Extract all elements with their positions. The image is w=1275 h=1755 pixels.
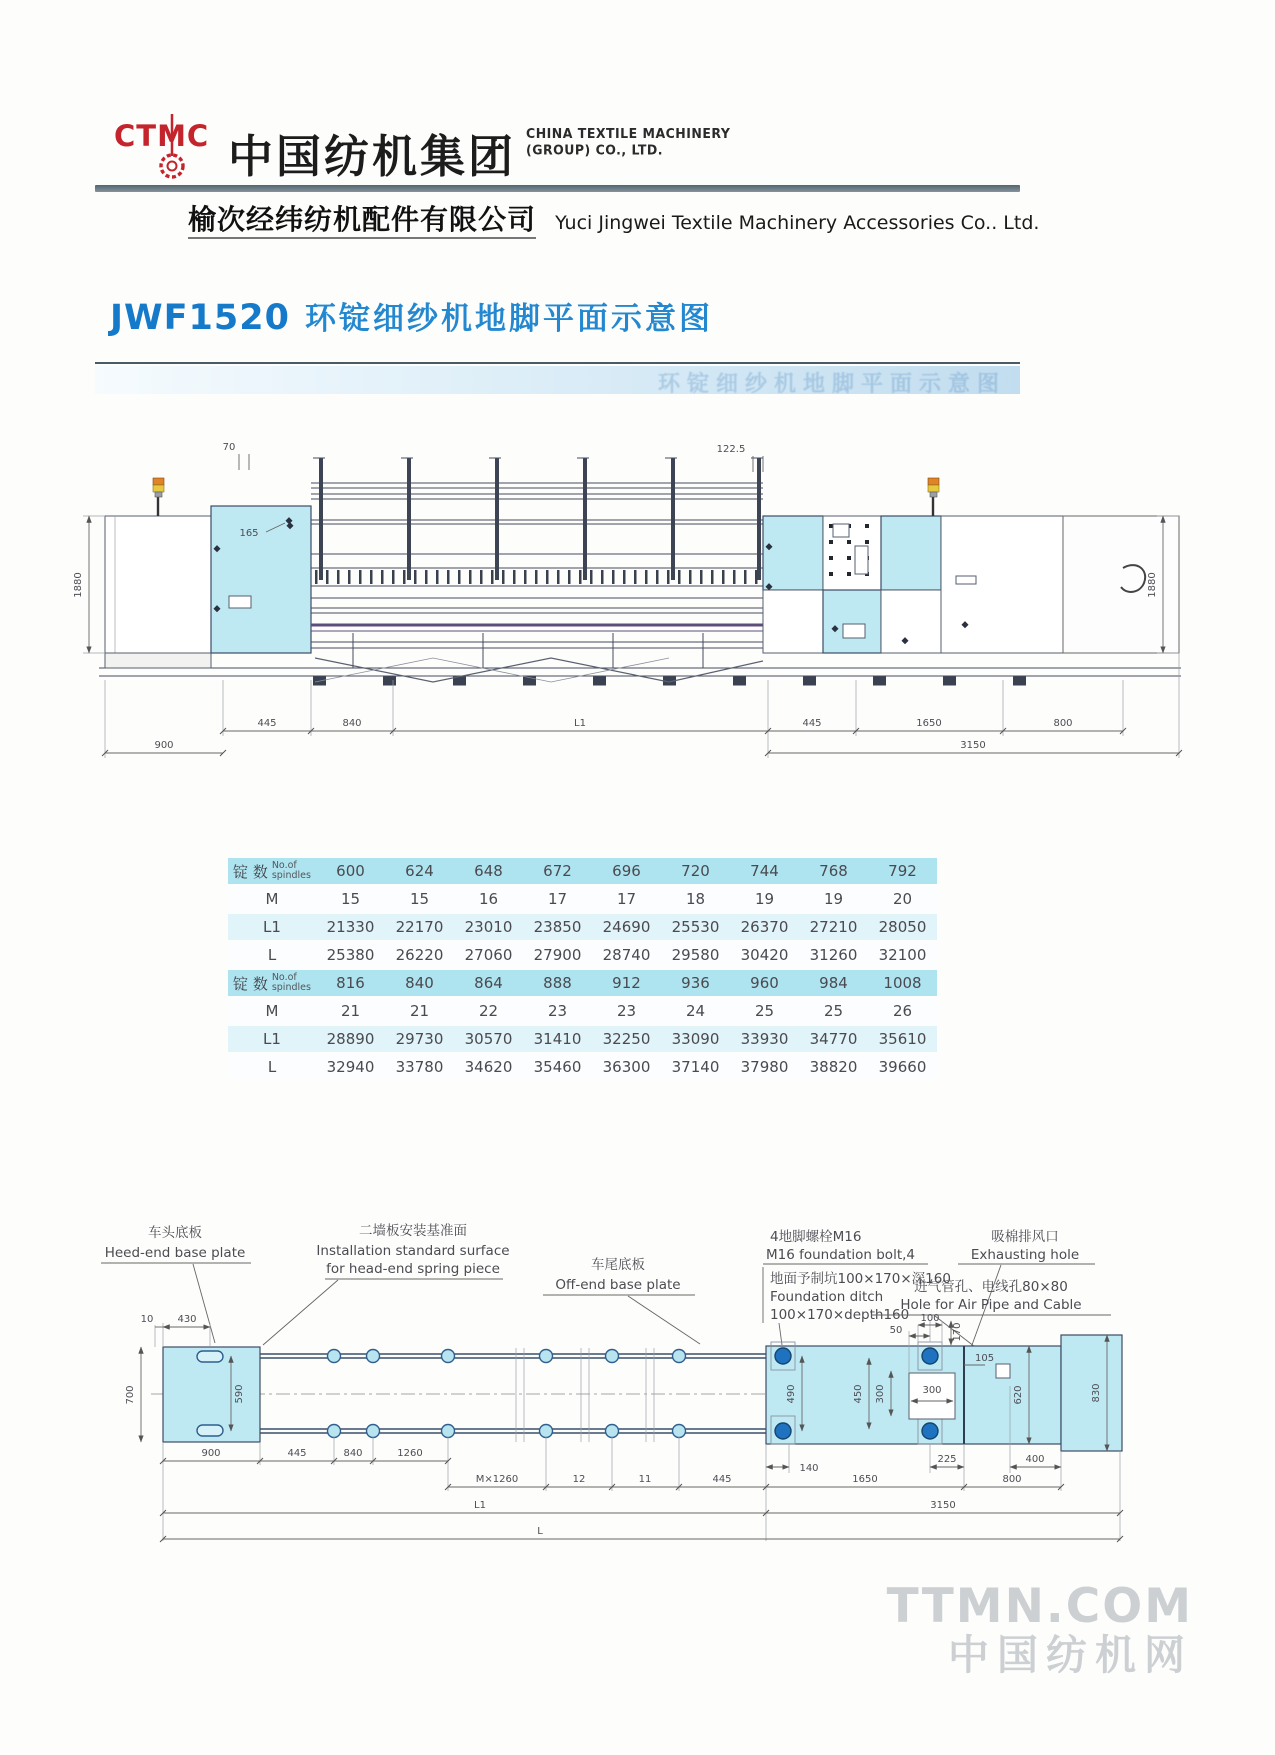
bolt-label-cn: 4地脚螺栓M16 (770, 1229, 862, 1245)
spindle-count-cell: 1008 (868, 970, 937, 996)
dim-value-cell: 22170 (385, 914, 454, 940)
dim-value-cell: 31260 (799, 942, 868, 968)
dim-row-l1 (228, 914, 937, 940)
dim-165: 165 (239, 528, 259, 539)
spindle-count-cell: 648 (454, 858, 523, 884)
dim-value-cell: 27900 (523, 942, 592, 968)
dim-450: 450 (853, 1384, 864, 1404)
dim-row-l1 (228, 1026, 937, 1052)
dim-value-cell: 21 (316, 998, 385, 1024)
spindle-count-cell: 960 (730, 970, 799, 996)
dim-1880-left: 1880 (73, 572, 84, 598)
dim-value-cell: 29730 (385, 1026, 454, 1052)
dim-value-cell: 23 (592, 998, 661, 1024)
dim-value-cell: 18 (661, 886, 730, 912)
dim-value-cell: 19 (730, 886, 799, 912)
spindle-count-cell: 624 (385, 858, 454, 884)
off-plate-label-cn: 车尾底板 (591, 1257, 645, 1273)
dim-900: 900 (154, 740, 174, 751)
spindle-header-label (228, 970, 316, 996)
header-divider (95, 185, 1020, 192)
airhole-label-cn: 进气管孔、电线孔80×80 (914, 1279, 1068, 1295)
dim-840: 840 (342, 718, 362, 729)
spindle-count-cell: 888 (523, 970, 592, 996)
dim-70: 70 (222, 442, 236, 453)
dim-value-cell: 17 (523, 886, 592, 912)
dim-1650: 1650 (916, 718, 942, 729)
dim-100: 100 (920, 1313, 940, 1324)
dim-row-label: M (228, 886, 316, 912)
dim-value-cell: 37140 (661, 1054, 730, 1080)
dim-445-left: 445 (257, 718, 277, 729)
ditch-label-en2: 100×170×depth160 (770, 1307, 910, 1323)
model-number: JWF1520 (110, 298, 290, 338)
dim-300h: 300 (922, 1385, 942, 1396)
brand-en-line2: (GROUP) CO., LTD. (526, 141, 664, 158)
head-plate-label-cn: 车头底板 (148, 1225, 202, 1241)
machine-base (99, 668, 1181, 681)
spindle-header-en1: No.of (271, 860, 297, 872)
dim-value-cell: 15 (385, 886, 454, 912)
dim-value-cell: 24690 (592, 914, 661, 940)
title-divider (95, 362, 1020, 364)
exhaust-label-en: Exhausting hole (970, 1247, 1080, 1263)
brand-name-en (526, 125, 730, 158)
dim-830: 830 (1091, 1383, 1102, 1403)
spindle-count-cell: 840 (385, 970, 454, 996)
rail-bolt-holes (328, 1350, 686, 1438)
watermark (886, 1579, 1193, 1679)
dim-row-label: L (228, 942, 316, 968)
airhole-label-en: Hole for Air Pipe and Cable (900, 1297, 1082, 1313)
dim-row-label: L1 (228, 914, 316, 940)
ctmc-logo (112, 112, 216, 184)
dim-L1: L1 (474, 1500, 486, 1511)
dim-value-cell: 39660 (868, 1054, 937, 1080)
dim-value-cell: 33930 (730, 1026, 799, 1052)
dim-445a: 445 (287, 1448, 307, 1459)
dim-value-cell: 32100 (868, 942, 937, 968)
dim-value-cell: 25 (730, 998, 799, 1024)
dim-170: 170 (952, 1322, 963, 1342)
brand-en-line1: CHINA TEXTILE MACHINERY (526, 125, 731, 141)
dim-L1: L1 (574, 718, 586, 729)
exhaust-label-cn: 吸棉排风口 (991, 1229, 1059, 1245)
page-title (110, 293, 713, 338)
spindle-count-cell: 936 (661, 970, 730, 996)
dim-value-cell: 23850 (523, 914, 592, 940)
dim-row-l (228, 1054, 937, 1080)
spindle-count-cell: 672 (523, 858, 592, 884)
dim-800: 800 (1002, 1474, 1022, 1485)
dim-value-cell: 22 (454, 998, 523, 1024)
banner-ghost-text: 环锭细纱机地脚平面示意图 (657, 372, 1006, 394)
ctmc-logo-text: CTMC (114, 119, 210, 153)
dim-value-cell: 30420 (730, 942, 799, 968)
spindle-header-en2: spindles (271, 870, 311, 881)
dim-620: 620 (1013, 1385, 1024, 1405)
head-plate-label-en: Heed-end base plate (104, 1245, 246, 1261)
spindle-dimension-table (228, 856, 937, 1082)
off-end-section (763, 516, 1179, 653)
dim-value-cell: 25 (799, 998, 868, 1024)
dim-10: 10 (140, 1314, 154, 1325)
dim-700: 700 (125, 1385, 136, 1405)
signal-lamp-left (153, 478, 164, 516)
spindle-count-cell: 600 (316, 858, 385, 884)
off-plate-label-en: Off-end base plate (555, 1277, 681, 1293)
dim-value-cell: 27210 (799, 914, 868, 940)
dim-value-cell: 35460 (523, 1054, 592, 1080)
dim-590: 590 (234, 1384, 245, 1404)
dim-row-label: L (228, 1054, 316, 1080)
dim-value-cell: 21 (385, 998, 454, 1024)
machine-body (311, 458, 763, 682)
dim-row-m (228, 886, 937, 912)
spindle-header-row (228, 858, 937, 884)
company-row (188, 198, 1039, 238)
ditch-label-en1: Foundation ditch (770, 1289, 884, 1305)
dim-value-cell: 16 (454, 886, 523, 912)
spindle-count-cell: 696 (592, 858, 661, 884)
dim-140: 140 (799, 1463, 819, 1474)
dim-value-cell: 35610 (868, 1026, 937, 1052)
dim-840: 840 (343, 1448, 363, 1459)
posts (319, 458, 761, 580)
dim-50: 50 (889, 1325, 903, 1336)
dim-value-cell: 19 (799, 886, 868, 912)
wall-label-en1: Installation standard surface (316, 1243, 510, 1259)
dim-value-cell: 20 (868, 886, 937, 912)
dim-value-cell: 25530 (661, 914, 730, 940)
spindle-header-en (272, 861, 311, 881)
spindle-header-cn: 锭 数 (233, 974, 268, 993)
dim-value-cell: 34770 (799, 1026, 868, 1052)
watermark-line1: TTMN.COM (886, 1579, 1193, 1634)
spindle-count-cell: 744 (730, 858, 799, 884)
dim-L: L (537, 1526, 543, 1537)
spindle-count-cell: 816 (316, 970, 385, 996)
dim-value-cell: 23 (523, 998, 592, 1024)
dim-225: 225 (937, 1454, 957, 1465)
watermark-line2: 中国纺机网 (948, 1630, 1193, 1679)
dim-value-cell: 23010 (454, 914, 523, 940)
dim-value-cell: 26220 (385, 942, 454, 968)
signal-lamp-right (928, 478, 939, 516)
spindle-count-cell: 768 (799, 858, 868, 884)
dim-445b: 445 (712, 1474, 732, 1485)
dim-value-cell: 25380 (316, 942, 385, 968)
dim-1650: 1650 (852, 1474, 878, 1485)
spindle-count-cell: 912 (592, 970, 661, 996)
dim-value-cell: 38820 (799, 1054, 868, 1080)
spindle-count-cell: 792 (868, 858, 937, 884)
dim-value-cell: 36300 (592, 1054, 661, 1080)
wall-label-en2: for head-end spring piece (326, 1261, 500, 1277)
company-name-cn: 榆次经纬纺机配件有限公司 (188, 203, 536, 239)
dim-value-cell: 34620 (454, 1054, 523, 1080)
dim-300v: 300 (875, 1384, 886, 1404)
dim-value-cell: 37980 (730, 1054, 799, 1080)
dim-122-5: 122.5 (716, 444, 746, 455)
spindle-count-cell: 984 (799, 970, 868, 996)
dim-value-cell: 28050 (868, 914, 937, 940)
brand-name-cn: 中国纺机集团 (228, 130, 517, 183)
dim-105: 105 (975, 1353, 995, 1364)
dim-Mx1260: M×1260 (475, 1474, 519, 1485)
spindle-header-row (228, 970, 937, 996)
spindle-header-label (228, 858, 316, 884)
dim-value-cell: 33090 (661, 1026, 730, 1052)
dim-value-cell: 30570 (454, 1026, 523, 1052)
wall-label-cn: 二墙板安装基准面 (359, 1223, 467, 1239)
dim-11: 11 (638, 1474, 652, 1485)
dim-value-cell: 32940 (316, 1054, 385, 1080)
bolt-label-en: M16 foundation bolt,4 (766, 1247, 915, 1263)
dim-1260: 1260 (397, 1448, 423, 1459)
title-banner (95, 366, 1020, 394)
dim-value-cell: 26370 (730, 914, 799, 940)
foundation-plan-diagram (63, 1095, 1213, 1565)
dim-value-cell: 28890 (316, 1026, 385, 1052)
dim-row-label: M (228, 998, 316, 1024)
air-pipe-hole (996, 1364, 1010, 1378)
dim-value-cell: 17 (592, 886, 661, 912)
company-name-en: Yuci Jingwei Textile Machinery Accessories Co.. Ltd. (555, 212, 1040, 234)
dim-490: 490 (786, 1384, 797, 1404)
dim-value-cell: 31410 (523, 1026, 592, 1052)
dim-12: 12 (572, 1474, 586, 1485)
dim-445-right: 445 (802, 718, 822, 729)
dim-value-cell: 26 (868, 998, 937, 1024)
dim-value-cell: 21330 (316, 914, 385, 940)
spindle-header-cn: 锭 数 (233, 862, 268, 881)
dim-3150: 3150 (930, 1500, 956, 1511)
dim-value-cell: 27060 (454, 942, 523, 968)
title-text-cn: 环锭细纱机地脚平面示意图 (305, 301, 714, 337)
dim-value-cell: 33780 (385, 1054, 454, 1080)
dim-row-m (228, 998, 937, 1024)
header (112, 112, 730, 185)
dim-1880-right: 1880 (1147, 572, 1158, 598)
dim-value-cell: 24 (661, 998, 730, 1024)
dim-400: 400 (1025, 1454, 1045, 1465)
spindle-header-en (272, 973, 311, 993)
dim-3150: 3150 (960, 740, 986, 751)
dim-row-l (228, 942, 937, 968)
ditch-label-cn: 地面予制坑100×170×深160 (770, 1271, 951, 1287)
dim-value-cell: 29580 (661, 942, 730, 968)
dim-row-label: L1 (228, 1026, 316, 1052)
spindle-header-en1: No.of (271, 972, 297, 984)
annotations (101, 1222, 1111, 1367)
dim-800: 800 (1053, 718, 1073, 729)
spindle-count-cell: 720 (661, 858, 730, 884)
spindle-count-cell: 864 (454, 970, 523, 996)
spindle-header-en2: spindles (271, 982, 311, 993)
head-end-frame (105, 506, 311, 668)
dim-900: 900 (201, 1448, 221, 1459)
dim-430: 430 (177, 1314, 197, 1325)
machine-side-view-diagram (63, 428, 1213, 763)
dim-value-cell: 15 (316, 886, 385, 912)
dim-value-cell: 28740 (592, 942, 661, 968)
dim-value-cell: 32250 (592, 1026, 661, 1052)
